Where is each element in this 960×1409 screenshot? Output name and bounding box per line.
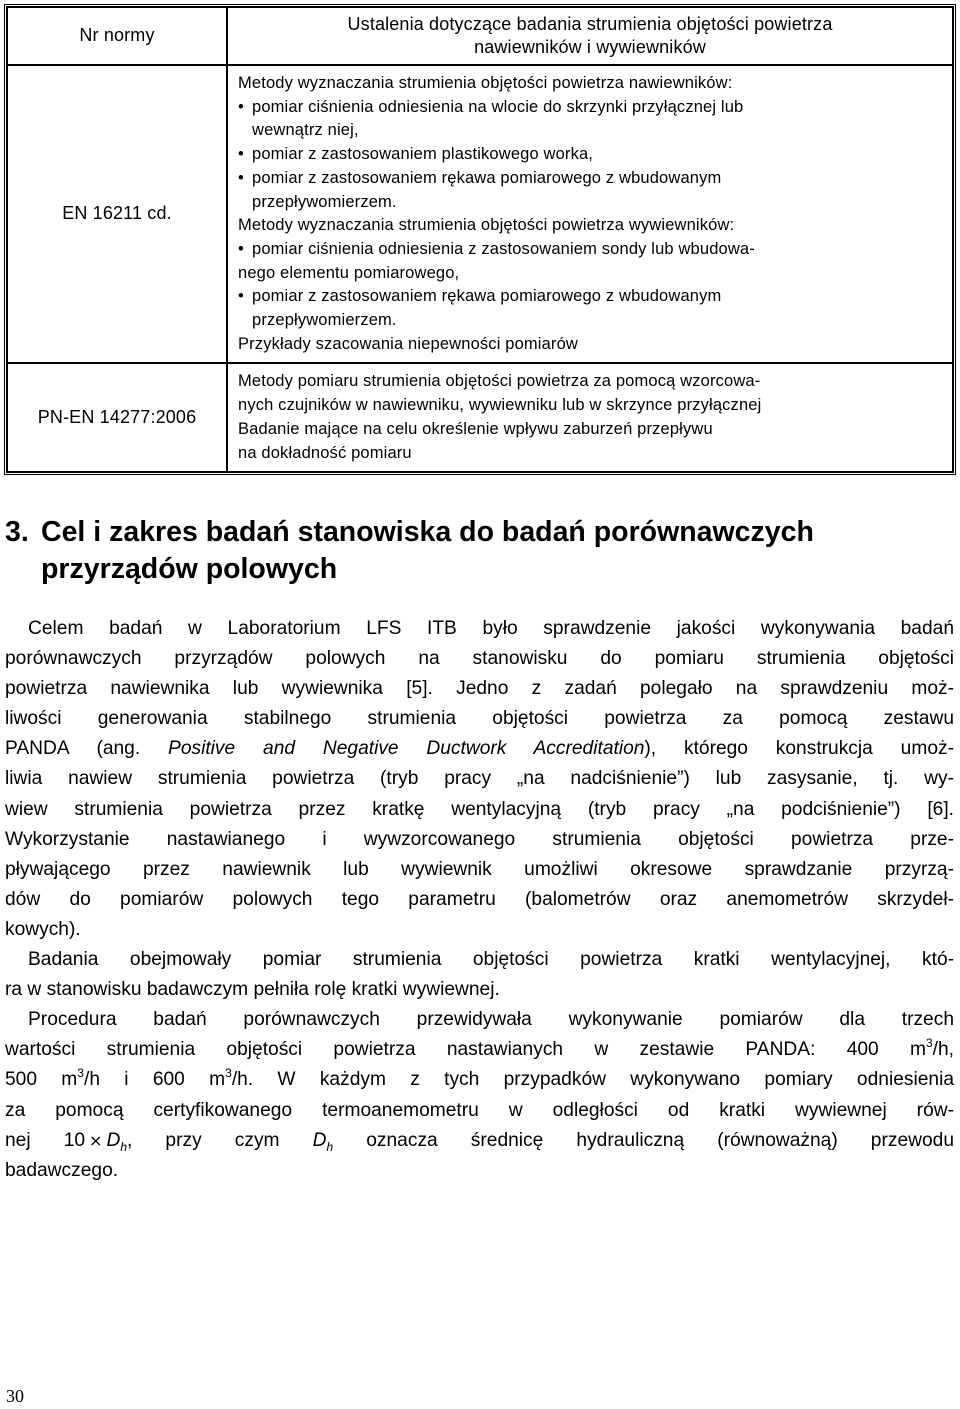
- subscript: h: [120, 1139, 127, 1154]
- text-fragment: nej 10: [5, 1129, 86, 1151]
- section-heading: [5, 514, 814, 588]
- text-line: badawczego.: [5, 1159, 119, 1181]
- text-line: Metody wyznaczania strumienia objętości powietrza nawiewników:: [238, 74, 733, 92]
- text-line: [5, 1035, 954, 1065]
- norm-pn-en-14277: PN-EN 14277:2006: [7, 363, 227, 472]
- math-variable: D: [106, 1129, 121, 1151]
- norm-en-16211: EN 16211 cd.: [7, 65, 227, 363]
- text-line: dów do pomiarów polowych tego parametru (balometrów oraz anemometrów skrzydeł-: [5, 888, 954, 910]
- section-number: 3.: [5, 516, 29, 548]
- text-fragment: /h. W każdym z tych przypadków wykonywano pomiary odniesienia: [231, 1069, 955, 1091]
- text-fragment: 500 m: [5, 1069, 78, 1091]
- text-line: Wykorzystanie nastawianego i wywzorcowanego strumienia objętości powietrza prze-: [5, 828, 954, 850]
- text-line: powietrza nawiewnika lub wywiewnika [5]. Jedno z zadań polegało na sprawdzeniu moż-: [5, 678, 954, 700]
- section-title-line2: przyrządów polowych: [41, 553, 338, 585]
- bullet-item: • pomiar ciśnienia odniesienia z zastosowaniem sondy lub wbudowa-: [238, 238, 944, 262]
- text-line: [5, 1126, 954, 1156]
- findings-en-16211: [227, 65, 953, 363]
- text-line: Procedura badań porównawczych przewidywała wykonywanie pomiarów dla trzech: [28, 1009, 954, 1031]
- bullet-continuation: wewnątrz niej,: [252, 121, 359, 140]
- text-line: Badanie mające na celu określenie wpływu zaburzeń przepływu: [238, 419, 713, 438]
- text-line: [5, 734, 954, 764]
- text-line: pływającego przez nawiewnik lub wywiewnik umożliwi okresowe sprawdzanie przyrzą-: [5, 858, 954, 880]
- text-line: liwości generowania stabilnego strumienia objętości powietrza za pomocą zestawu: [5, 708, 954, 730]
- italic-term: Positive and Negative Ductwork Accreditation: [168, 738, 645, 760]
- text-line: Przykłady szacowania niepewności pomiarów: [238, 334, 578, 353]
- text-line: Celem badań w Laboratorium LFS ITB było sprawdzenie jakości wykonywania badań: [28, 618, 954, 639]
- superscript: 3: [77, 1066, 84, 1081]
- norms-table: [4, 4, 956, 475]
- bullet-item: • pomiar ciśnienia odniesienia na wlocie do skrzynki przyłącznej lub: [238, 96, 944, 120]
- section-body: [5, 614, 954, 1186]
- text-line: za pomocą certyfikowanego termoanemometru w odległości od kratki wywiewnej rów-: [5, 1099, 954, 1121]
- multiplication-sign: ×: [89, 1130, 103, 1150]
- bullet-continuation: przepływomierzem.: [252, 192, 397, 211]
- paragraph-2: [5, 945, 954, 1005]
- text-fragment: wartości strumienia objętości powietrza nastawianych w zestawie PANDA: 400 m: [5, 1039, 926, 1061]
- text-line: nych czujników w nawiewniku, wywiewniku lub w skrzynce przyłącznej: [238, 396, 762, 415]
- text-line: wiew strumienia powietrza przez kratkę wentylacyjną (tryb pracy „na podciśnienie”) [6].: [5, 798, 954, 820]
- text-line: porównawczych przyrządów polowych na stanowisku do pomiaru strumienia objętości: [5, 648, 954, 670]
- text-line: na dokładność pomiaru: [238, 443, 412, 462]
- text-fragment: PANDA (ang.: [5, 738, 169, 760]
- header-findings-line1: Ustalenia dotyczące badania strumienia objętości powietrza: [347, 14, 833, 34]
- superscript: 3: [225, 1066, 232, 1081]
- superscript: 3: [925, 1035, 933, 1050]
- subscript: h: [326, 1139, 334, 1154]
- table-row: [7, 65, 953, 363]
- math-variable: D: [312, 1129, 327, 1151]
- header-norm-number: Nr normy: [7, 7, 227, 65]
- bullet-item: • pomiar z zastosowaniem rękawa pomiarowego z wbudowanym: [238, 285, 944, 309]
- text-line: liwia nawiew strumienia powietrza (tryb pracy „na nadciśnienie”) lub zasysanie, tj. wy-: [5, 768, 954, 790]
- text-fragment: /h,: [932, 1039, 954, 1061]
- section-title-line1: Cel i zakres badań stanowiska do badań porównawczych: [41, 516, 814, 548]
- text-line: nego elementu pomiarowego,: [238, 263, 460, 282]
- page-number: 30: [6, 1386, 24, 1406]
- bullet-continuation: przepływomierzem.: [252, 311, 397, 330]
- table-row: [7, 363, 953, 472]
- text-line: Metody pomiaru strumienia objętości powietrza za pomocą wzorcowa-: [238, 372, 761, 391]
- text-fragment: /h i 600 m: [83, 1069, 226, 1091]
- text-line: ra w stanowisku badawczym pełniła rolę kratki wywiewnej.: [5, 979, 500, 1001]
- findings-pn-en-14277: [227, 363, 953, 472]
- header-findings: [227, 7, 953, 65]
- table-header-row: [7, 7, 953, 65]
- text-line: [5, 1065, 954, 1095]
- paragraph-3: [5, 1005, 954, 1186]
- text-fragment: , przy czym: [127, 1129, 313, 1151]
- text-line: kowych).: [5, 918, 81, 940]
- text-fragment: ), którego konstrukcja umoż-: [644, 738, 954, 760]
- bullet-item: • pomiar z zastosowaniem plastikowego worka,: [238, 143, 944, 167]
- header-findings-line2: nawiewników i wywiewników: [474, 37, 706, 57]
- text-fragment: oznacza średnicę hydrauliczną (równoważną) przewodu: [333, 1129, 954, 1151]
- bullet-item: • pomiar z zastosowaniem rękawa pomiarowego z wbudowanym: [238, 167, 944, 191]
- paragraph-1: [5, 614, 954, 945]
- text-line: Metody wyznaczania strumienia objętości powietrza wywiewników:: [238, 216, 735, 235]
- text-line: Badania obejmowały pomiar strumienia objętości powietrza kratki wentylacyjnej, któ-: [28, 949, 954, 971]
